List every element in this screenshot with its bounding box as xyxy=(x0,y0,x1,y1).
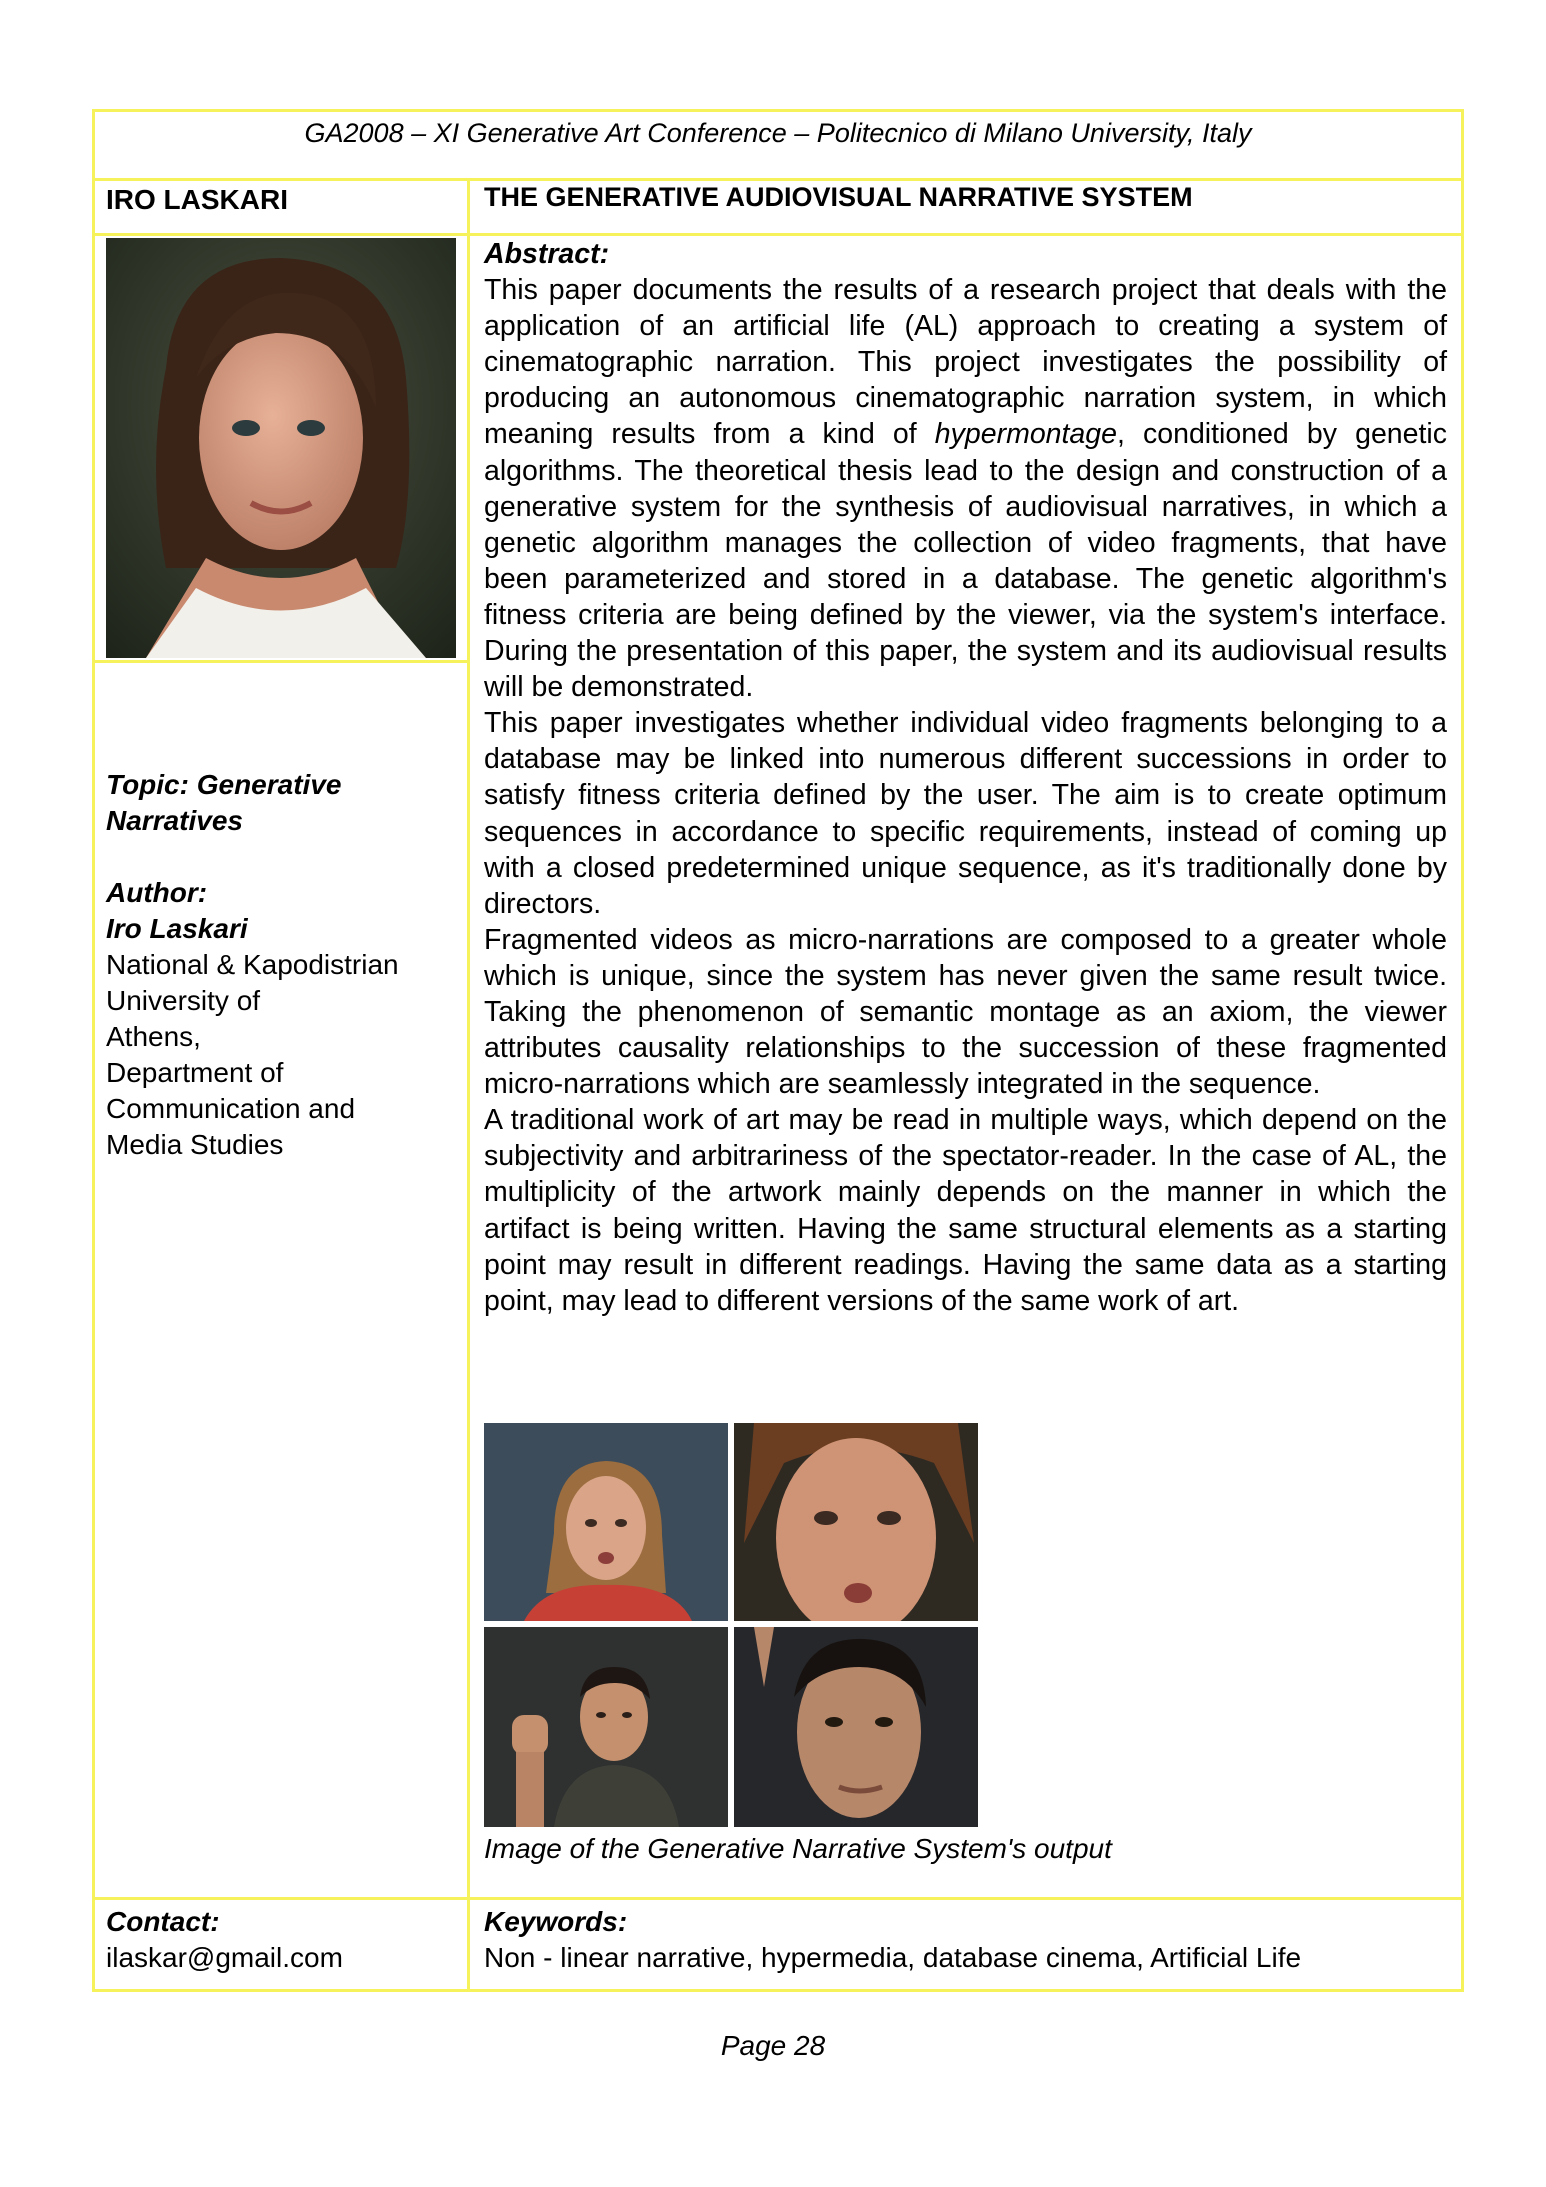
abstract-paragraph-2: This paper investigates whether individual video fragments belonging to a database may be linked into numerous different successions in order to satisfy fitness criteria defined by the user. The aim is to create optimum sequences in accordance to specific requirements, instead of coming up with a closed predetermined unique sequence, as it's traditionally done by directors. xyxy=(484,707,1447,920)
system-output-figure xyxy=(484,1423,978,1827)
affiliation-line: University of xyxy=(106,985,261,1016)
abstract-section xyxy=(484,236,1447,1319)
topic-author-info xyxy=(106,767,451,1163)
keywords-label: Keywords: xyxy=(484,1906,628,1937)
page-number: Page 28 xyxy=(720,2030,826,2061)
still-man-fist xyxy=(484,1627,728,1827)
contact-label: Contact: xyxy=(106,1906,220,1937)
paper-title: THE GENERATIVE AUDIOVISUAL NARRATIVE SYSTEM xyxy=(484,182,1193,212)
abstract-p1-start: This paper documents the results of a research project that deals with the application of an artificial life (AL) approach to creating a system of cinematographic narration. This project investigates the possibility of producing an autonomous cinematographic narration system, in which meaning results from a kind of xyxy=(484,274,1447,451)
still-man-closeup xyxy=(734,1627,978,1827)
abstract-paragraph-4: A traditional work of art may be read in multiple ways, which depend on the subjectivity and arbitrariness of the spectator-reader. In the case of AL, the multiplicity of the artwork mainly depends on the manner in which the artifact is being written. Having the same structural elements as a starting point may result in different readings. Having the same data as a starting point, may lead to different versions of the same work of art. xyxy=(484,1104,1447,1317)
still-woman-front xyxy=(484,1423,728,1621)
affiliation-line: National & Kapodistrian xyxy=(106,949,399,980)
row-divider-photo xyxy=(92,660,470,663)
hypermontage-term: hypermontage xyxy=(934,418,1117,451)
abstract-label: Abstract: xyxy=(484,238,610,270)
conference-header: GA2008 – XI Generative Art Conference – Politecnico di Milano University, Italy xyxy=(304,118,1252,148)
affiliation-line: Athens, xyxy=(106,1021,201,1052)
affiliation-line: Communication and xyxy=(106,1093,356,1124)
abstract-paragraph-1 xyxy=(484,272,1447,705)
affiliation-line: Department of xyxy=(106,1057,284,1088)
author-name: IRO LASKARI xyxy=(106,184,288,215)
contact-email[interactable]: ilaskar@gmail.com xyxy=(106,1942,343,1973)
topic-label: Topic: Generative Narratives xyxy=(106,769,342,836)
author-photo xyxy=(106,238,456,658)
row-divider-contact xyxy=(92,1897,1464,1900)
abstract-p1-end: , conditioned by genetic algorithms. The theoretical thesis lead to the design and construction of a generative system for the synthesis of audiovisual narratives, in which a genetic algorithm manages the collection of video fragments, that have been parameterized and stored in a database. The genetic algorithm's fitness criteria are being defined by the viewer, via the system's interface. During the presentation of this paper, the system and its audiovisual results will be demonstrated. xyxy=(484,418,1447,704)
still-woman-closeup xyxy=(734,1423,978,1621)
author-label: Author: xyxy=(106,877,208,908)
row-divider-header xyxy=(92,178,1464,181)
keywords-text: Non - linear narrative, hypermedia, database cinema, Artificial Life xyxy=(484,1942,1302,1973)
author-italic-name: Iro Laskari xyxy=(106,913,248,944)
column-divider xyxy=(467,178,470,1992)
figure-caption: Image of the Generative Narrative System's output xyxy=(484,1833,1112,1864)
abstract-paragraph-3: Fragmented videos as micro-narrations are composed to a greater whole which is unique, since the system has never given the same result twice. Taking the phenomenon of semantic montage as an axiom, the viewer attributes causality relationships to the succession of these fragmented micro-narrations which are seamlessly integrated in the sequence. xyxy=(484,923,1447,1101)
affiliation-line: Media Studies xyxy=(106,1129,284,1160)
